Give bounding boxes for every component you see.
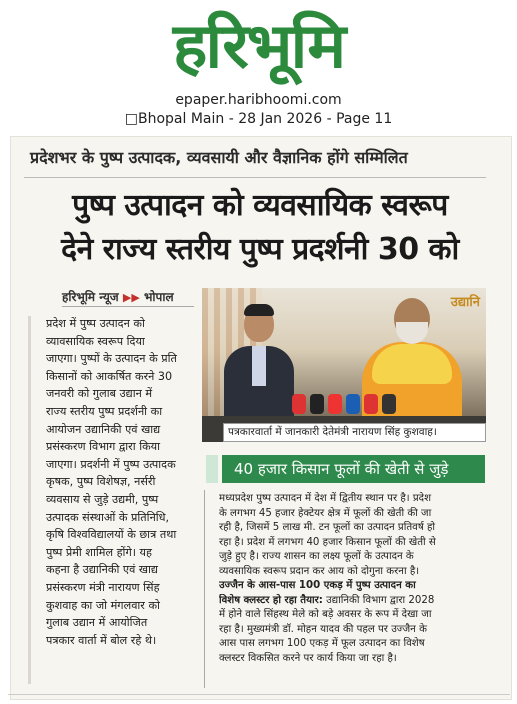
body-line: जाएगा। प्रदर्शनी में पुष्प उत्पादक [46, 457, 176, 471]
edition-line: □Bhopal Main - 28 Jan 2026 - Page 11 [124, 111, 393, 127]
body-line: कुशवाह का जो मंगलवार को [46, 598, 160, 612]
body-line: व्यवसायिक स्वरूप प्रदान कर आय को दोगुना करना है। [219, 565, 420, 577]
headline-line-2: देने राज्य स्तरीय पुष्प प्रदर्शनी 30 को [61, 232, 459, 267]
body-line: कहना है उद्यानिकी एवं खाद्य [46, 563, 158, 577]
photo-caption: पत्रकारवार्ता में जानकारी देतेमंत्री नारायण सिंह कुशवाह। [223, 423, 486, 442]
body-line: के लगभग 45 हजार हेक्टेयर क्षेत्र में फूलों की खेती की जा [219, 507, 432, 519]
body-line: क्लस्टर विकसित करने पर कार्य किया जा रहा है। [219, 652, 397, 664]
body-line: गुलाब उद्यान में आयोजित [46, 616, 148, 630]
body-line: आस पास लगभग 100 एकड़ में फूल उत्पादन का विशेष [219, 638, 425, 649]
body-line: कृषक, पुष्प विशेषज्ञ, नर्सरी [46, 475, 156, 489]
body-line: किसानों को आकर्षित करने 30 [46, 369, 173, 383]
body-line: रही है, जिसमें 5 लाख मी. टन फूलों का उत्पादन प्रतिवर्ष हो [219, 522, 435, 533]
press-conference-photo [202, 288, 486, 442]
body-line: मध्यप्रदेश पुष्प उत्पादन में देश में द्वितीय स्थान पर है। प्रदेश [219, 493, 432, 504]
byline-divider [62, 306, 194, 307]
body-line: जाएगा। पुष्पों के उत्पादन के प्रति [46, 352, 177, 366]
microphones-icon [292, 384, 402, 414]
body-line: प्रसंस्करण विभाग द्वारा किया [46, 440, 161, 454]
body-line: पुष्प प्रेमी शामिल होंगे। यह [46, 545, 152, 559]
body-line: कृषि विश्वविद्यालयों के छात्र तथा [46, 528, 177, 542]
body-line: व्यवसाय से जुड़े उद्यमी, पुष्प [46, 492, 159, 506]
body-line: जुड़े हुए है। राज्य शासन का लक्ष्य फूलों के उत्पादन के [219, 551, 414, 562]
byline-source: हरिभूमि न्यूज [62, 290, 119, 304]
article-kicker: प्रदेशभर के पुष्प उत्पादक, व्यवसायी और वैज्ञानिक होंगे सम्मिलित [30, 148, 408, 167]
photo-wall-sign: उद्यानि [450, 295, 480, 310]
body-line: रहा है। प्रदेश में लगभग 40 हजार किसान फूलों की खेती से [219, 536, 436, 548]
body-line: जनवरी को गुलाब उद्यान में [46, 387, 153, 401]
article-headline [14, 184, 506, 272]
byline-arrows-icon: ▶▶ [122, 291, 140, 304]
body-line: राज्य स्तरीय पुष्प प्रदर्शनी का [46, 404, 163, 418]
kicker-divider [24, 177, 486, 178]
body-line: पत्रकार वार्ता में बोल रहे थे। [46, 633, 157, 647]
body-line: व्यावसायिक स्वरूप दिया [46, 334, 145, 348]
column-divider [204, 490, 205, 688]
article-body-right [219, 492, 485, 666]
body-line: प्रदेश में पुष्प उत्पादन को [46, 317, 145, 330]
body-line: रहा है। मुख्यमंत्री डॉ. मोहन यादव की पहल पर उज्जैन के [219, 623, 427, 635]
haribhoomi-logo[interactable]: हरिभूमि [172, 9, 345, 82]
subhead-accent [206, 455, 218, 483]
article-subhead: 40 हजार किसान फूलों की खेती से जुड़े [222, 455, 485, 483]
headline-line-1: पुष्प उत्पादन को व्यवसायिक स्वरूप [72, 188, 448, 223]
masthead [0, 6, 517, 92]
body-line-tail: उद्यानिकी विभाग द्वारा 2028 [322, 594, 435, 606]
byline-place: भोपाल [144, 290, 174, 304]
body-line: आयोजन उद्यानिकी एवं खाद्य [46, 422, 161, 436]
page-bottom-edge [8, 694, 510, 695]
body-line: में होने वाले सिंहस्थ मेले को बड़े अवसर के रूप में देखा जा [219, 609, 432, 620]
body-line [219, 594, 485, 609]
bold-subsection-line: उज्जैन के आस-पास 100 एकड़ में पुष्प उत्पादन का [219, 580, 416, 591]
bold-subsection-heading: विशेष क्लस्टर हो रहा तैयार: [219, 594, 323, 606]
article-body-left [46, 315, 196, 685]
epaper-url[interactable]: epaper.haribhoomi.com [175, 92, 342, 108]
body-line: उत्पादक संस्थाओं के प्रतिनिधि, [46, 510, 170, 524]
body-line: प्रसंस्करण मंत्री नारायण सिंह [46, 580, 160, 594]
byline [62, 288, 174, 305]
column-margin-bar [28, 316, 31, 684]
